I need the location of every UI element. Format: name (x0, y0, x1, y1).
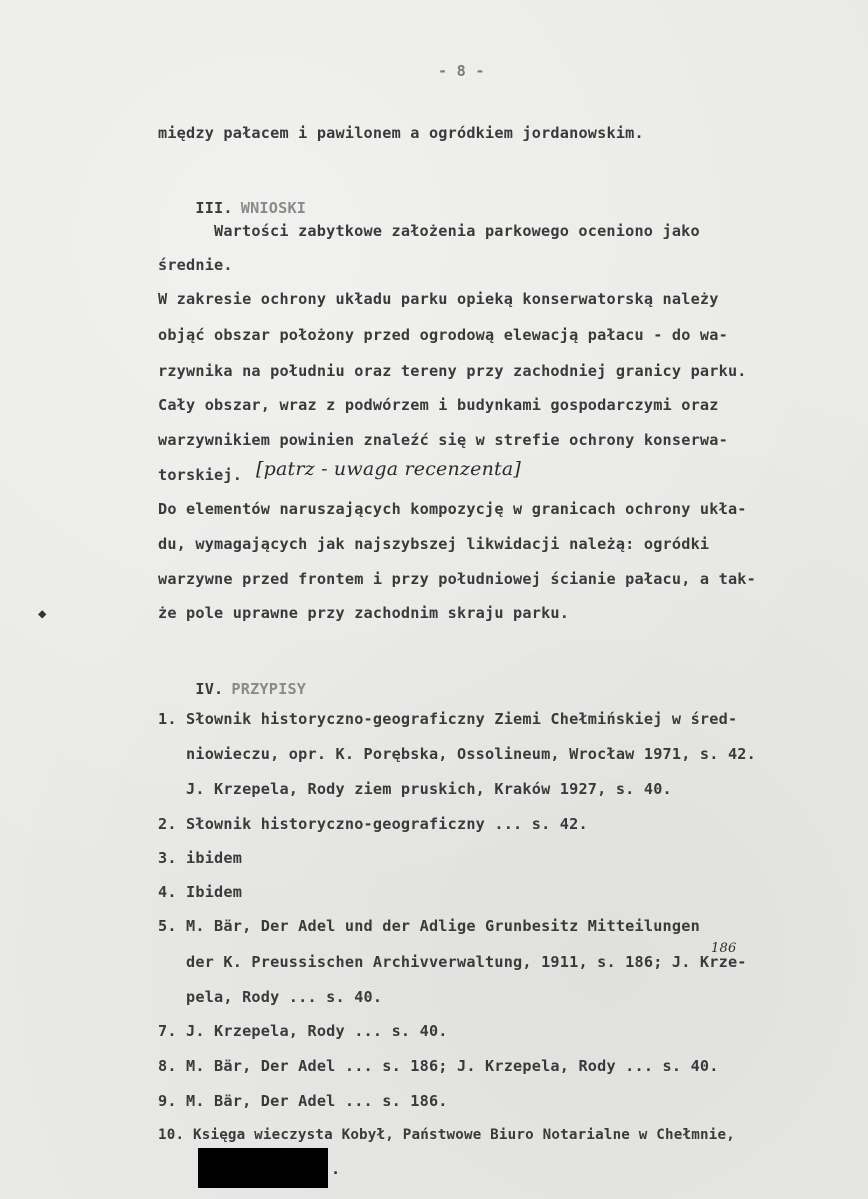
footnote-line: J. Krzepela, Rody ziem pruskich, Kraków 1927, s. 40. (158, 780, 672, 798)
footnote-line: niowieczu, opr. K. Porębska, Ossolineum, Wrocław 1971, s. 42. (158, 745, 756, 763)
footnote-line: 9. M. Bär, Der Adel ... s. 186. (158, 1092, 448, 1110)
footnote-line: 7. J. Krzepela, Rody ... s. 40. (158, 1022, 448, 1040)
footnote-line: 10. Księga wieczysta Kobył, Państwowe Biuro Notarialne w Chełmnie, (158, 1127, 735, 1143)
section-3-number: III. (195, 199, 233, 218)
footnote-line: 3. ibidem (158, 849, 243, 867)
footnote-line: 1. Słownik historyczno-geograficzny Ziemi Chełmińskiej w śred- (158, 710, 738, 728)
footnote-line: 4. Ibidem (158, 883, 243, 901)
section-4-title: PRZYPISY (231, 680, 307, 699)
section-3-line: Wartości zabytkowe założenia parkowego oceniono jako (214, 222, 700, 240)
footnote-line: 5. M. Bär, Der Adel und der Adlige Grunbesitz Mitteilungen (158, 917, 700, 935)
footnote-line: 8. M. Bär, Der Adel ... s. 186; J. Krzepela, Rody ... s. 40. (158, 1057, 719, 1075)
section-3-line: du, wymagających jak najszybszej likwidacji należą: ogródki (158, 535, 710, 553)
section-3-line: Cały obszar, wraz z podwórzem i budynkami gospodarczymi oraz (158, 396, 719, 414)
section-4-number: IV. (195, 680, 224, 699)
section-3-title: WNIOSKI (240, 199, 307, 218)
section-3-line: średnie. (158, 256, 233, 274)
section-3-line: objąć obszar położony przed ogrodową elewacją pałacu - do wa- (158, 326, 728, 344)
section-4-heading (158, 667, 306, 713)
margin-mark: ◆ (38, 606, 47, 622)
intro-line: między pałacem i pawilonem a ogródkiem jordanowskim. (158, 124, 644, 142)
section-3-line: torskiej. (158, 466, 243, 484)
footnote-line: der K. Preussischen Archivverwaltung, 1911, s. 186; J. Krze- (158, 953, 747, 971)
section-3-line: Do elementów naruszających kompozycję w granicach ochrony ukła- (158, 500, 747, 518)
section-3-line: że pole uprawne przy zachodnim skraju parku. (158, 604, 570, 622)
section-3-line: rzywnika na południu oraz tereny przy zachodniej granicy parku. (158, 362, 747, 380)
footnote-line: pela, Rody ... s. 40. (158, 988, 383, 1006)
trailing-period: . (331, 1160, 341, 1178)
section-3-line: W zakresie ochrony układu parku opieką konserwatorską należy (158, 290, 719, 308)
redaction-box (198, 1148, 328, 1188)
footnote-line: 2. Słownik historyczno-geograficzny ... s. 42. (158, 815, 588, 833)
handwritten-note: [patrz - uwaga recenzenta] (256, 458, 522, 480)
section-3-line: warzywne przed frontem i przy południowej ścianie pałacu, a tak- (158, 570, 756, 588)
section-3-line: warzywnikiem powinien znaleźć się w strefie ochrony konserwa- (158, 431, 728, 449)
footnote-margin-note: 186 (711, 941, 737, 956)
page-number: - 8 - (438, 62, 485, 80)
